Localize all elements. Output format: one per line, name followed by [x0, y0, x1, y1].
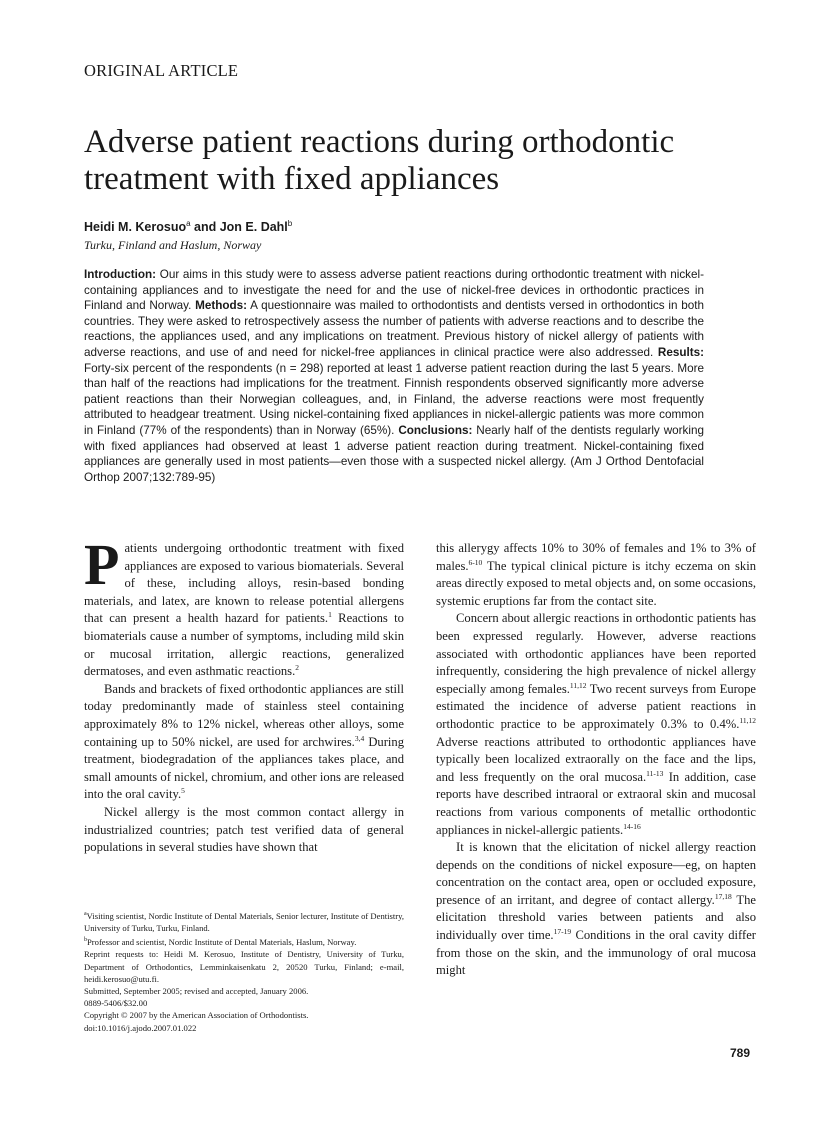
body-paragraph [436, 540, 756, 610]
abstract-heading-conclusions: Conclusions: [398, 423, 473, 437]
affiliation: Turku, Finland and Haslum, Norway [84, 238, 262, 252]
footnote-affiliation-b [84, 934, 404, 948]
author-affil-mark: a [186, 219, 191, 228]
body-paragraph [84, 681, 404, 804]
body-text: this allerygy affects 10% to 30% of females and 1% to 3% of males. [436, 541, 756, 573]
author-name: Jon E. Dahl [219, 220, 288, 235]
citation-ref[interactable]: 11,12 [569, 680, 587, 690]
footnote-affiliation-a [84, 908, 404, 934]
footnote-copyright: Copyright © 2007 by the American Association of Orthodontists. [84, 1010, 309, 1021]
body-text: Conditions in the oral cavity differ from those on the skin, and the immunology of oral mucosa might [436, 928, 756, 978]
footnote-reprint: Reprint requests to: Heidi M. Kerosuo, Institute of Dentistry, University of Turku, Department of Orthodontics, Lemminkaisenkatu 2, 20520 Turku, Finland; e-mail, heidi.kerosuo@utu.fi. [84, 949, 404, 984]
abstract-heading-introduction: Introduction: [84, 268, 157, 281]
body-text: Bands and brackets of fixed orthodontic appliances are still today predominantly made of stainless steel containing approximately 8% to 12% nickel, whereas other alloys, some containing up to 50% nickel, are used for archwires. [84, 681, 404, 749]
body-text: atients undergoing orthodontic treatment with fixed appliances are exposed to various biomaterials. Several of these, including alloys, resin-based bonding materials, and latex, are known to release potential allergens that can present a health hazard for patients. [84, 541, 404, 626]
body-text: Concern about allergic reactions in orthodontic patients has been expressed regularly. However, adverse reactions associated with orthodontic appliances have been reported infrequently, considering the high prevalence of nickel allergy especially among females. [436, 611, 756, 696]
citation-ref[interactable]: 17,18 [714, 891, 732, 901]
abstract-results: Forty-six percent of the respondents (n = 298) reported at least 1 adverse patient reaction during the last 5 years. More than half of the reactions had implications for the treatment. Finnish respondents observed significantly more adverse patient reactions than their Norwegian colleagues, and, in Finland, the adverse reactions were most frequently attributed to headgear treatment. Using nickel-containing fixed appliances in nickel-allergic patients was more common in Finland (77% of the respondents) than in Norway (65%). [84, 361, 704, 437]
body-paragraph [436, 610, 756, 839]
citation-ref[interactable]: 11-13 [646, 768, 664, 778]
footnote-mark: b [84, 937, 87, 944]
citation-ref[interactable]: 14-16 [623, 821, 641, 831]
footnote-mark: a [84, 911, 87, 917]
section-label: ORIGINAL ARTICLE [84, 61, 239, 80]
citation-ref[interactable]: 1 [328, 610, 332, 620]
citation-ref[interactable]: 11,12 [739, 715, 756, 725]
abstract-heading-methods: Methods: [195, 299, 248, 313]
citation-ref[interactable]: 17-19 [553, 926, 572, 936]
footnote-text: Professor and scientist, Nordic Institute of Dental Materials, Haslum, Norway. [87, 937, 357, 948]
footnote-issn: 0889-5406/$32.00 [84, 998, 148, 1009]
body-paragraph [436, 839, 756, 980]
abstract-methods: A questionnaire was mailed to orthodontists and dentists versed in orthodontics in both countries. They were asked to retrospectively assess the number of patients with adverse reactions and to describe the reactions, the appliances used, and any implications on treatment. Previous history of nickel allergy of patients with adverse reactions, and use of and need for nickel-free appliances in clinical practice were also addressed. [84, 299, 704, 359]
citation-ref[interactable]: 5 [181, 786, 185, 796]
abstract-introduction: Our aims in this study were to assess adverse patient reactions during orthodontic treatment with nickel-containing appliances and to investigate the need for and the use of nickel-free devices in orthodontic practices in Finland and Norway. [84, 268, 704, 313]
footnotes [84, 908, 404, 1034]
body-text: The typical clinical picture is itchy eczema on skin areas directly exposed to metal objects and, on some occasions, systemic eruptions far from the contact site. [436, 558, 756, 608]
footnote-doi[interactable]: doi:10.1016/j.ajodo.2007.01.022 [84, 1022, 197, 1033]
body-text: In addition, case reports have described intraoral or extraoral skin and mucosal reactions from various components of metallic orthodontic appliances in nickel-allergic patients. [436, 769, 756, 837]
body-paragraph [84, 804, 404, 857]
citation-ref[interactable]: 3,4 [354, 733, 365, 743]
author-joiner: and [190, 220, 220, 235]
author-name: Heidi M. Kerosuo [84, 220, 187, 235]
drop-cap: P [84, 532, 120, 597]
body-text: The elicitation threshold varies between patients and also individually over time. [436, 892, 756, 943]
body-text: Nickel allergy is the most common contact allergy in industrialized countries; patch test verified data of general populations in several studies have shown that [84, 804, 404, 855]
footnote-submitted: Submitted, September 2005; revised and accepted, January 2006. [84, 985, 309, 996]
body-column-right [436, 540, 756, 980]
article-title: Adverse patient reactions during orthodontic treatment with fixed appliances [84, 124, 675, 197]
abstract [84, 267, 704, 485]
body-text: Adverse reactions attributed to orthodontic appliances have typically been localized extraorally on the face and the lips, and less frequently on the oral mucosa. [436, 734, 756, 784]
body-column-left [84, 532, 405, 857]
citation-ref[interactable]: 2 [295, 662, 299, 672]
abstract-heading-results: Results: [657, 345, 704, 359]
body-text: Two recent surveys from Europe estimated the incidence of adverse patient reactions in orthodontic practice to be approximately 0.3% to 0.4%. [436, 681, 756, 731]
body-text: During treatment, biodegradation of the appliances takes place, and small amounts of nickel, chromium, and other ions are released into the oral cavity. [84, 734, 405, 802]
footnote-text: Visiting scientist, Nordic Institute of Dental Materials, Senior lecturer, Institute of Dentistry, University of Turku, Turku, Finland. [84, 910, 404, 934]
page-number: 789 [730, 1046, 751, 1060]
body-text: Reactions to biomaterials cause a number of symptoms, including mild skin or mucosal irritation, allergic reactions, generalized dermatoses, and even asthmatic reactions. [84, 611, 404, 679]
abstract-conclusions: Nearly half of the dentists regularly working with fixed appliances had observed at least 1 adverse patient reaction during treatment. Nickel-containing fixed appliances are generally used in most patients—even those with a suspected nickel allergy. (Am J Orthod Dentofacial Orthop 2007;132:789-95) [84, 423, 704, 484]
author-line [84, 219, 292, 234]
citation-ref[interactable]: 6-10 [468, 557, 483, 567]
body-text: It is known that the elicitation of nickel allergy reaction depends on the conditions of nickel exposure—eg, on hapten concentration on the contact area, open or occluded exposure, presence of an irritant, and degree of contact allergy. [436, 840, 756, 907]
author-affil-mark: b [287, 219, 293, 228]
body-paragraph [84, 532, 404, 681]
